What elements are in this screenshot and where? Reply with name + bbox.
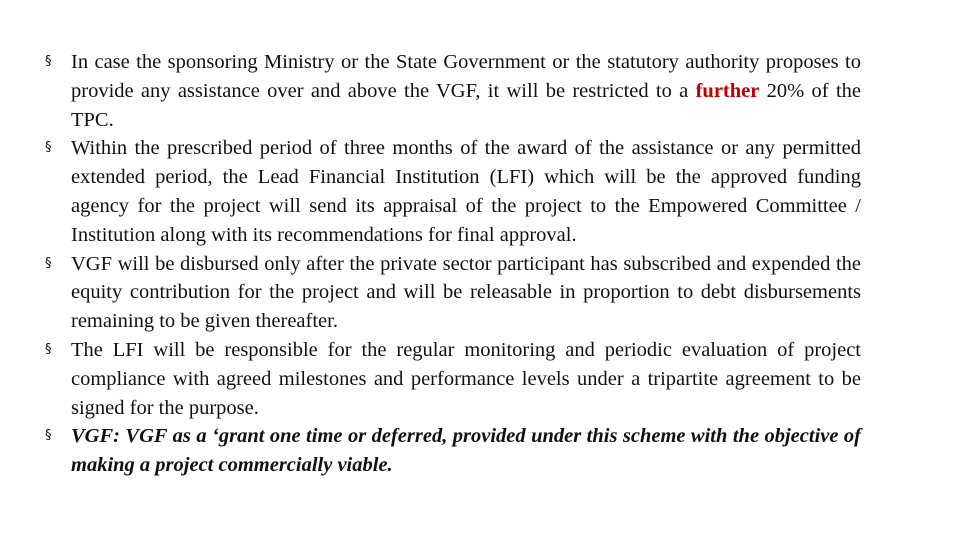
bullet-text-part: 20% of the TPC. bbox=[71, 79, 861, 131]
bullet-square-icon: § bbox=[45, 54, 52, 69]
bullet-square-icon: § bbox=[45, 255, 52, 271]
bullet-text-emphasized: VGF: VGF as a ‘grant one time or deferred, provided under this scheme with the objective of making a project commercially viable. bbox=[71, 425, 861, 477]
bullet-item-appraisal bbox=[45, 134, 861, 249]
bullet-item-disbursement bbox=[45, 250, 861, 336]
bullet-list bbox=[45, 48, 861, 480]
bullet-text: VGF will be disbursed only after the private sector participant has subscribed and expended the equity contribution for the project and will be releasable in proportion to debt disbursements remaining to be given thereafter. bbox=[71, 252, 861, 333]
bullet-square-icon: § bbox=[45, 341, 52, 357]
bullet-square-icon: § bbox=[45, 428, 52, 444]
bullet-item-vgf-definition bbox=[45, 422, 861, 480]
bullet-text: The LFI will be responsible for the regular monitoring and periodic evaluation of project compliance with agreed milestones and performance levels under a tripartite agreement to be signed for the purpose. bbox=[71, 338, 861, 419]
bullet-item-monitoring bbox=[45, 336, 861, 422]
bullet-text: Within the prescribed period of three months of the award of the assistance or any permitted extended period, the Lead Financial Institution (LFI) which will be the approved funding agency for the project will send its appraisal of the project to the Empowered Committee / Institution along with its recommendations for final approval. bbox=[71, 137, 861, 246]
bullet-text-part: In case the sponsoring Ministry or the State Government or the statutory authority proposes to provide any assistance over and above the VGF, it will be restricted to a bbox=[71, 51, 861, 102]
bullet-square-icon: § bbox=[45, 140, 52, 156]
highlight-word-further: further bbox=[695, 79, 760, 102]
bullet-item-assistance-limit bbox=[45, 48, 861, 134]
